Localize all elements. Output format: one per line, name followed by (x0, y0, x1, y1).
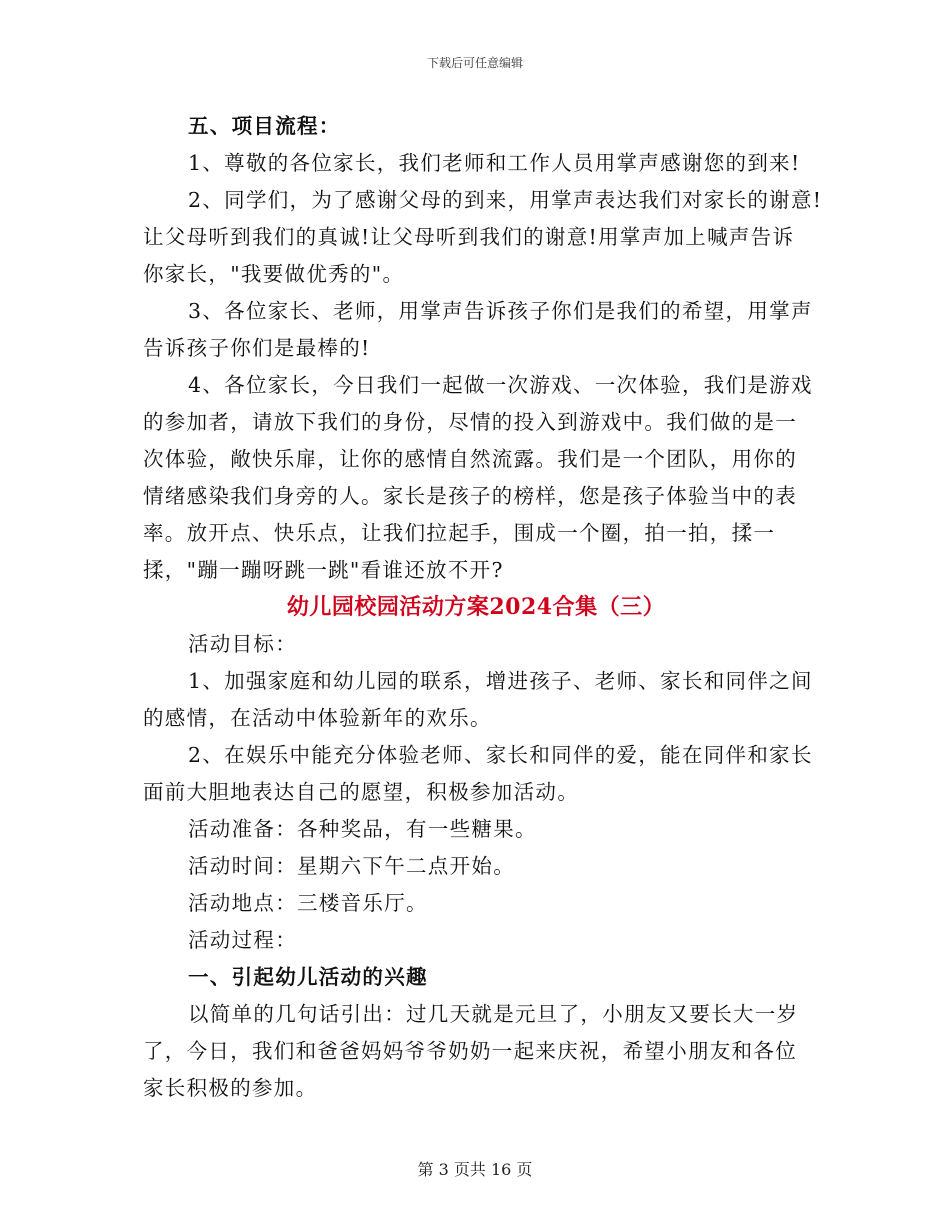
paragraph-line: 次体验，敞快乐扉，让你的感情自然流露。我们是一个团队，用你的 (143, 447, 797, 471)
paragraph-line: 2、同学们，为了感谢父母的到来，用掌声表达我们对家长的谢意! (188, 188, 823, 212)
paragraph-line: 你家长，"我要做优秀的"。 (143, 262, 405, 286)
paragraph-line: 2、在娱乐中能充分体验老师、家长和同伴的爱，能在同伴和家长 (188, 743, 813, 767)
paragraph-line: 的感情，在活动中体验新年的欢乐。 (143, 706, 492, 730)
paragraph-line: 活动时间：星期六下午二点开始。 (188, 854, 515, 878)
paragraph-line: 活动地点：三楼音乐厅。 (188, 891, 428, 915)
paragraph-line: 家长积极的参加。 (143, 1076, 318, 1100)
paragraph-line: 以简单的几句话引出：过几天就是元旦了，小朋友又要长大一岁 (188, 1002, 799, 1026)
document-title: 幼儿园校园活动方案2024合集（三） (286, 594, 666, 620)
paragraph-line: 活动过程： (188, 928, 297, 952)
paragraph-line: 告诉孩子你们是最棒的! (143, 336, 371, 360)
paragraph-line: 了，今日，我们和爸爸妈妈爷爷奶奶一起来庆祝，希望小朋友和各位 (143, 1039, 797, 1063)
paragraph-line: 活动准备：各种奖品，有一些糖果。 (188, 817, 537, 841)
paragraph-line: 揉，"蹦一蹦呀跳一跳"看谁还放不开? (143, 558, 504, 582)
page-number: 第 3 页共 16 页 (417, 1160, 533, 1179)
paragraph-line: 1、尊敬的各位家长，我们老师和工作人员用掌声感谢您的到来! (188, 151, 801, 175)
paragraph-line: 4、各位家长，今日我们一起做一次游戏、一次体验，我们是游戏 (188, 373, 813, 397)
section-heading-interest: 一、引起幼儿活动的兴趣 (188, 965, 428, 989)
paragraph-line: 率。放开点、快乐点，让我们拉起手，围成一个圈，拍一拍，揉一 (143, 521, 776, 545)
paragraph-line: 1、加强家庭和幼儿园的联系，增进孩子、老师、家长和同伴之间 (188, 669, 813, 693)
document-body (143, 108, 823, 1107)
paragraph-line: 面前大胆地表达自己的愿望，积极参加活动。 (143, 780, 579, 804)
section-heading-process: 五、项目流程： (188, 114, 341, 138)
paragraph-line: 活动目标： (188, 632, 297, 656)
paragraph-line: 情绪感染我们身旁的人。家长是孩子的榜样，您是孩子体验当中的表 (143, 484, 797, 508)
paragraph-line: 的参加者，请放下我们的身份，尽情的投入到游戏中。我们做的是一 (143, 410, 797, 434)
header-note: 下载后可任意编辑 (426, 56, 523, 70)
paragraph-line: 让父母听到我们的真诚!让父母听到我们的谢意!用掌声加上喊声告诉 (143, 225, 795, 249)
paragraph-line: 3、各位家长、老师，用掌声告诉孩子你们是我们的希望，用掌声 (188, 299, 813, 323)
